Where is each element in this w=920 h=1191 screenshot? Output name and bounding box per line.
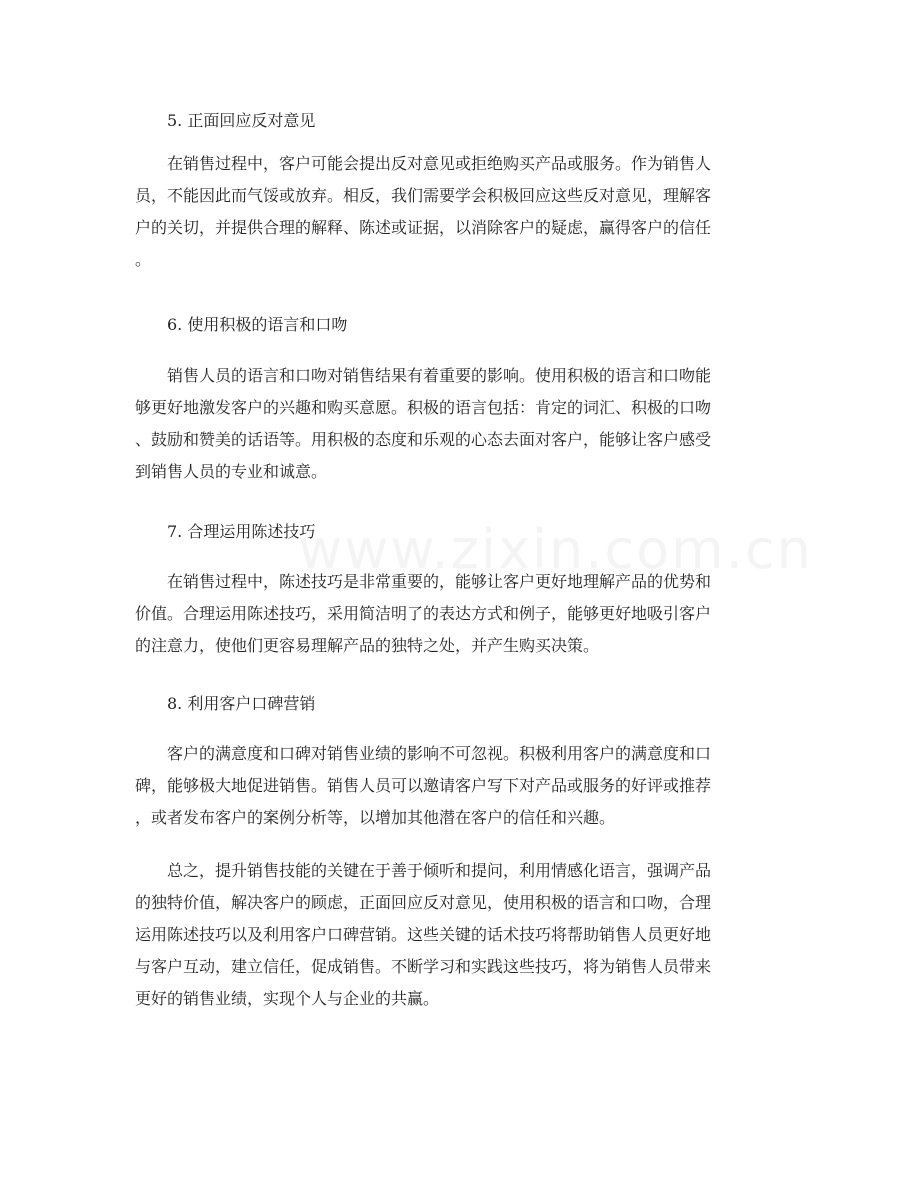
paragraph-line: 碑，能够极大地促进销售。销售人员可以邀请客户写下对产品或服务的好评或推荐	[135, 776, 712, 795]
paragraph-line: 运用陈述技巧以及利用客户口碑营销。这些关键的话术技巧将帮助销售人员更好地	[135, 925, 712, 944]
section-heading-8: 8. 利用客户口碑营销	[167, 694, 316, 713]
paragraph-line: 员，不能因此而气馁或放弃。相反，我们需要学会积极回应这些反对意见，理解客	[135, 186, 712, 205]
paragraph-line: 在销售过程中，陈述技巧是非常重要的，能够让客户更好地理解产品的优势和	[167, 572, 712, 591]
section-heading-6: 6. 使用积极的语言和口吻	[167, 315, 348, 334]
paragraph-line: 更好的销售业绩，实现个人与企业的共赢。	[135, 989, 440, 1008]
paragraph-line: 价值。合理运用陈述技巧，采用简洁明了的表达方式和例子，能够更好地吸引客户	[135, 604, 712, 623]
section-paragraph-7	[135, 566, 785, 662]
paragraph-line: 够更好地激发客户的兴趣和购买意愿。积极的语言包括：肯定的词汇、积极的口吻	[135, 398, 712, 417]
paragraph-line: 客户的满意度和口碑对销售业绩的影响不可忽视。积极利用客户的满意度和口	[167, 744, 712, 763]
paragraph-line: 总之，提升销售技能的关键在于善于倾听和提问，利用情感化语言，强调产品	[167, 861, 712, 880]
paragraph-line: 、鼓励和赞美的话语等。用积极的态度和乐观的心态去面对客户，能够让客户感受	[135, 430, 712, 449]
paragraph-line: 。	[135, 250, 152, 269]
section-paragraph-8	[135, 738, 785, 834]
paragraph-line: 销售人员的语言和口吻对销售结果有着重要的影响。使用积极的语言和口吻能	[167, 366, 712, 385]
paragraph-line: 在销售过程中，客户可能会提出反对意见或拒绝购买产品或服务。作为销售人	[167, 154, 712, 173]
paragraph-line: 与客户互动，建立信任，促成销售。不断学习和实践这些技巧，将为销售人员带来	[135, 957, 712, 976]
paragraph-line: 户的关切，并提供合理的解释、陈述或证据，以消除客户的疑虑，赢得客户的信任	[135, 218, 712, 237]
section-paragraph-6	[135, 360, 785, 488]
paragraph-line: 到销售人员的专业和诚意。	[135, 462, 328, 481]
section-paragraph-5	[135, 148, 785, 276]
summary-paragraph	[135, 855, 785, 1015]
section-heading-7: 7. 合理运用陈述技巧	[167, 522, 316, 541]
paragraph-line: 的独特价值，解决客户的顾虑，正面回应反对意见，使用积极的语言和口吻，合理	[135, 893, 712, 912]
section-heading-5: 5. 正面回应反对意见	[167, 111, 316, 130]
paragraph-line: 的注意力，使他们更容易理解产品的独特之处，并产生购买决策。	[135, 636, 600, 655]
paragraph-line: ，或者发布客户的案例分析等，以增加其他潜在客户的信任和兴趣。	[135, 808, 616, 827]
